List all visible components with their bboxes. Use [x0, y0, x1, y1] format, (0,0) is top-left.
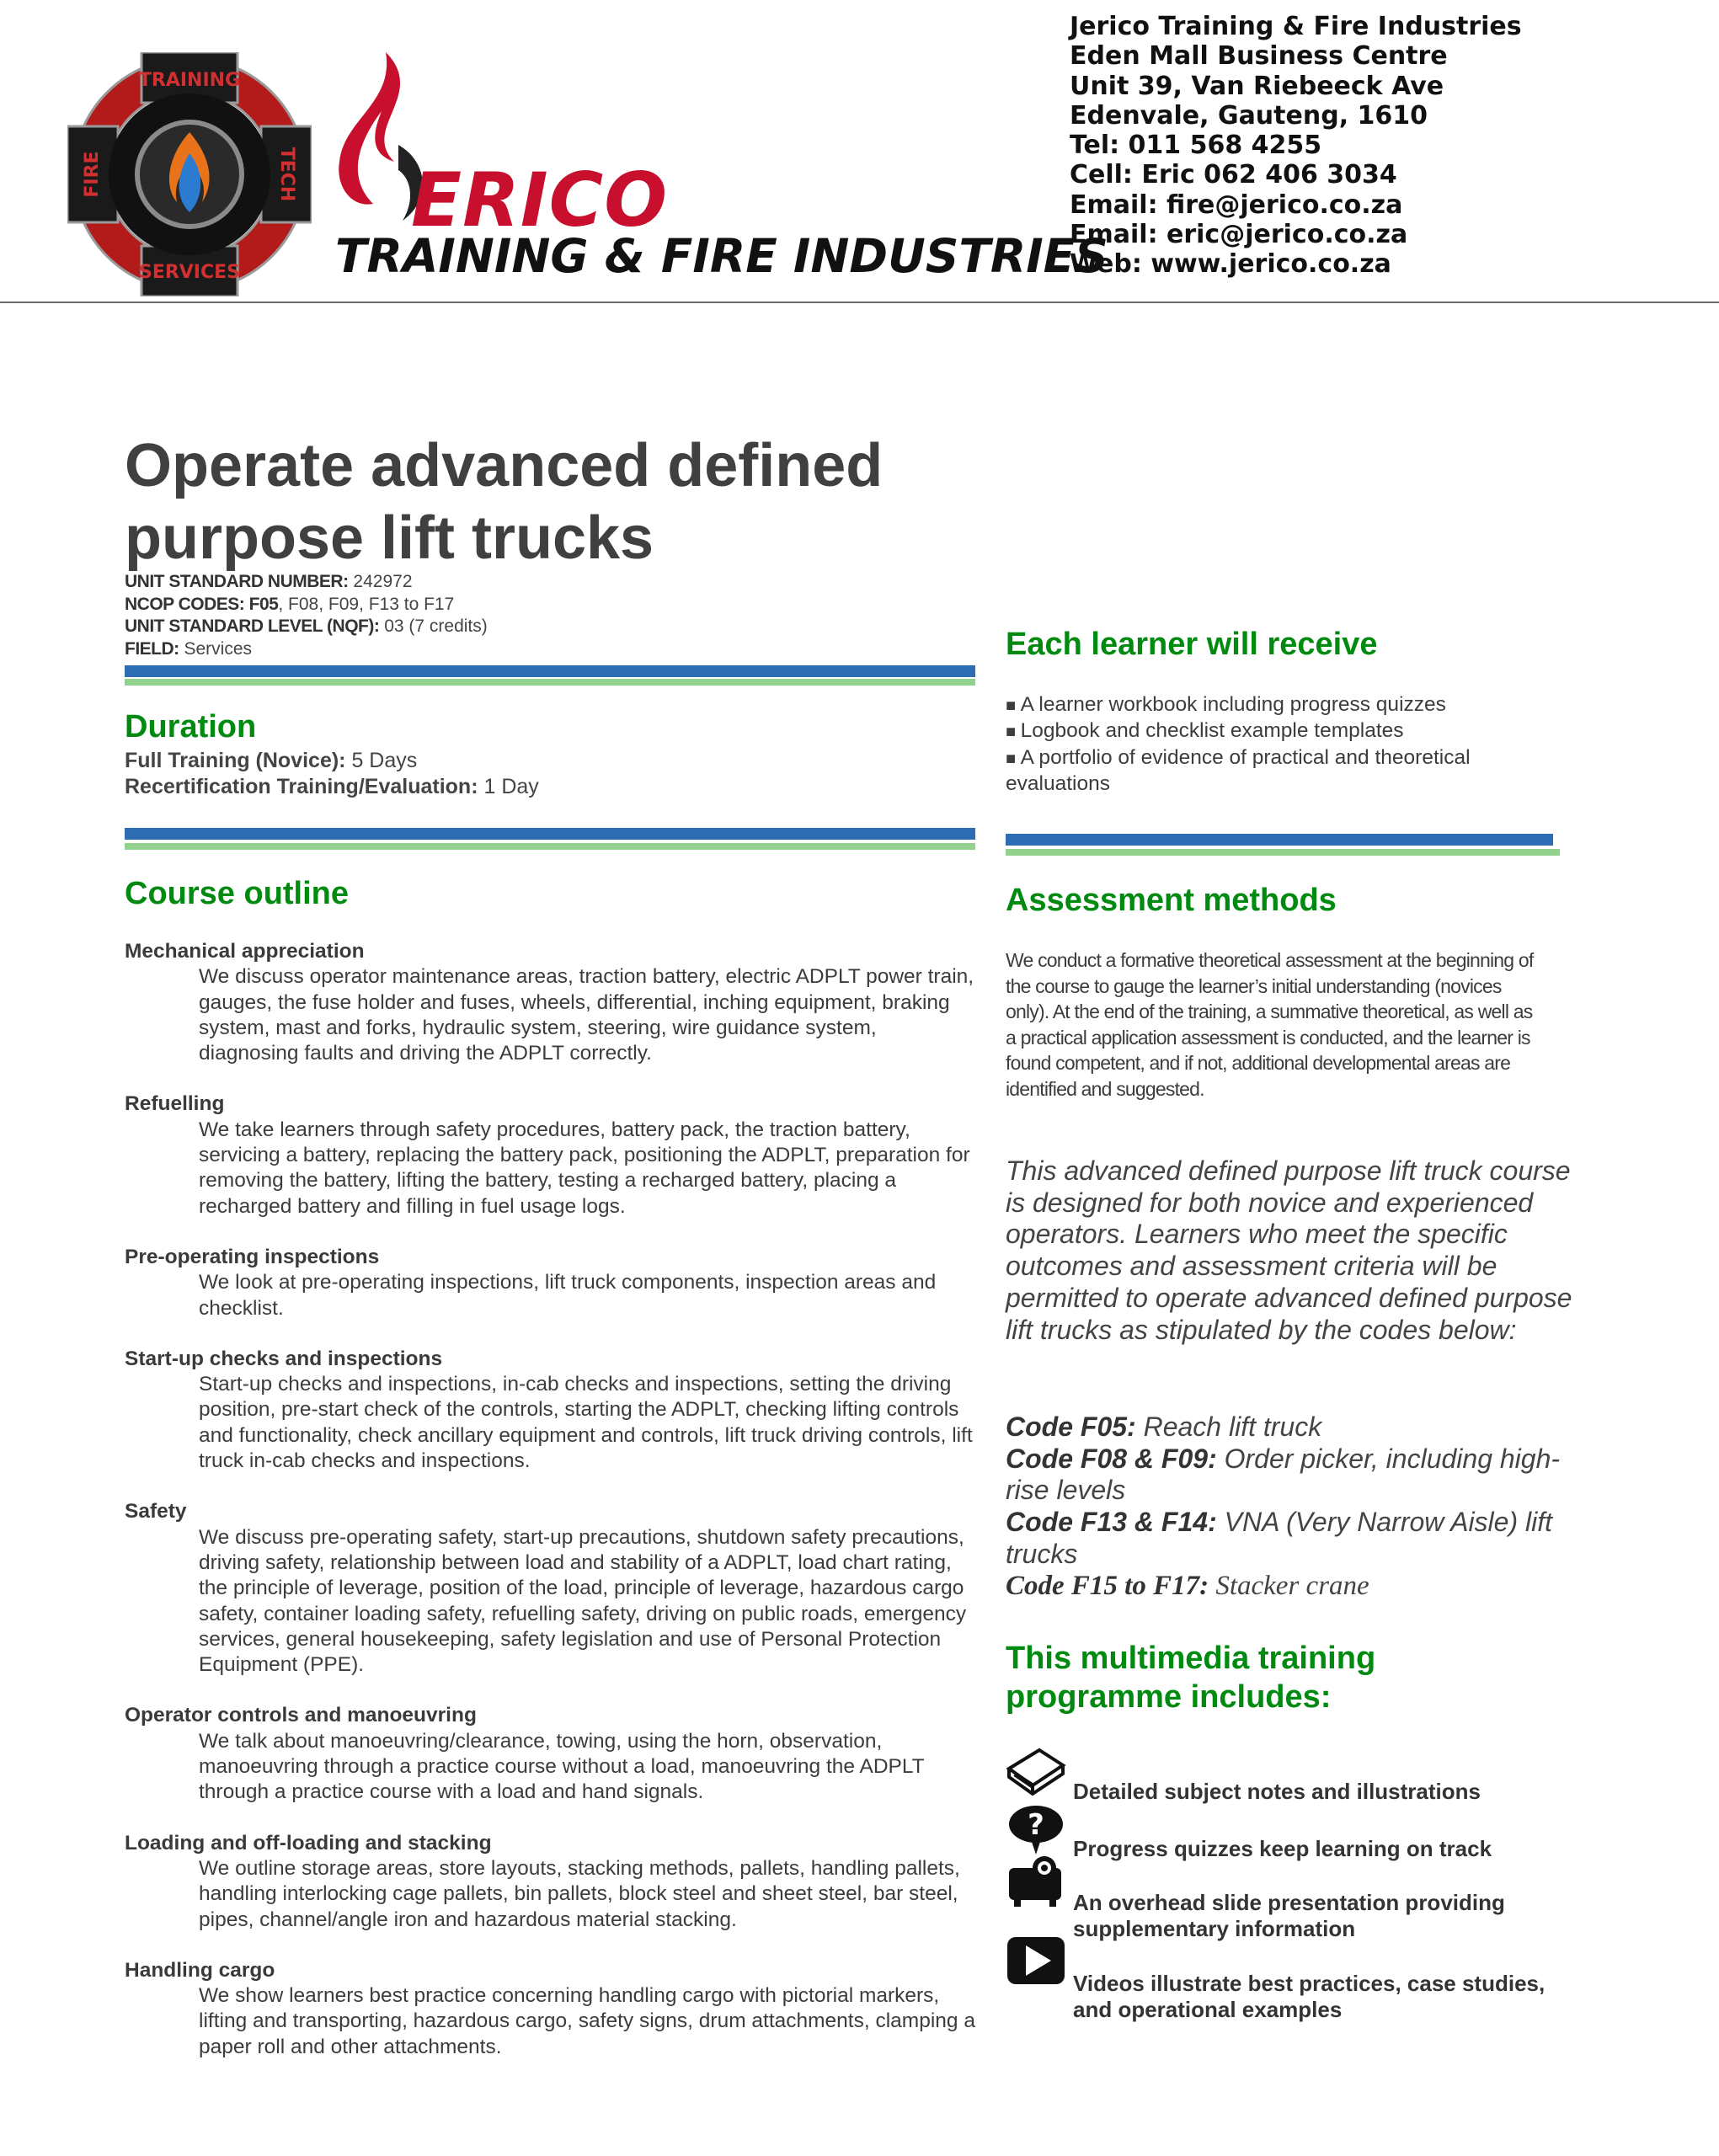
section-rule-blue — [1006, 834, 1553, 846]
duration-value: 5 Days — [345, 749, 418, 772]
section-rule-green — [1006, 849, 1560, 856]
outline-section — [125, 1831, 975, 1933]
feature-item — [1006, 1934, 1578, 2022]
meta-label: FIELD: — [125, 638, 179, 659]
code-desc: Order picker, including high-rise levels — [1006, 1443, 1561, 1506]
phone-line: Tel: 011 568 4255 — [1070, 131, 1322, 161]
outline-section-title: Start-up checks and inspections — [125, 1347, 443, 1370]
outline-section-title: Pre-operating inspections — [125, 1245, 380, 1268]
title-line-2: purpose lift trucks — [125, 504, 654, 572]
outline-section — [125, 1499, 975, 1678]
code-desc: Stacker crane — [1209, 1570, 1369, 1601]
outline-section-body: Start-up checks and inspections, in-cab checks and inspections, setting the driving position, pre-start check of the controls, starting the ADPLT, checking lifting controls and functionality, check ancillary equipment and controls, lift truck driving controls, lift truck in-cab checks and inspections. — [199, 1373, 973, 1473]
address-line: Edenvale, Gauteng, 1610 — [1070, 100, 1428, 131]
meta-value: 242972 — [348, 572, 413, 591]
code-desc: VNA (Very Narrow Aisle) lift trucks — [1006, 1507, 1552, 1569]
course-outline-heading: Course outline — [125, 876, 350, 911]
brand-tagline: TRAINING & FIRE INDUSTRIES — [335, 229, 1108, 283]
list-item: ■ Logbook and checklist example templates — [1006, 718, 1545, 744]
code-label: Code F05: — [1006, 1412, 1136, 1442]
code-label: Code F13 & F14: — [1006, 1507, 1217, 1538]
receive-heading: Each learner will receive — [1006, 627, 1378, 662]
feature-text: Progress quizzes keep learning on track — [1073, 1836, 1492, 1861]
receive-list — [1006, 692, 1545, 797]
address-line: Eden Mall Business Centre — [1070, 41, 1448, 72]
duration-label: Full Training (Novice): — [125, 749, 346, 772]
outline-section-body: We discuss operator maintenance areas, traction battery, electric ADPLT power train, gauges, the fuse holder and fuses, wheels, differential, inching equipment, braking system, mast and forks, hydraulic system, steering, wire guidance system, diagnosing faults and driving the ADPLT correctly. — [199, 965, 974, 1065]
outline-section-title: Loading and off-loading and stacking — [125, 1831, 492, 1854]
feature-text: An overhead slide presentation providing supplementary information — [1073, 1890, 1505, 1941]
code-label: Code F08 & F09: — [1006, 1443, 1217, 1474]
outline-section — [125, 1347, 975, 1474]
assessment-heading: Assessment methods — [1006, 883, 1337, 918]
code-item — [1006, 1571, 1578, 1603]
course-outline — [125, 939, 975, 2085]
duration-heading: Duration — [125, 709, 257, 744]
multimedia-heading: This multimedia training programme includes: — [1006, 1641, 1376, 1715]
list-item: ■ A learner workbook including progress quizzes — [1006, 692, 1545, 718]
outline-section-body: We talk about manoeuvring/clearance, towing, using the horn, observation, manoeuvring through a practice course without a load, manoeuvring the ADPLT through a practice course with a load and hand signals. — [199, 1729, 925, 1804]
company-name: Jerico Training & Fire Industries — [1070, 12, 1522, 41]
title-line-1: Operate advanced defined — [125, 432, 884, 499]
cell-line: Cell: Eric 062 406 3034 — [1070, 160, 1397, 190]
page-title — [125, 430, 1009, 574]
feature-item — [1006, 1743, 1578, 1802]
meta-value-bold: F05 — [244, 594, 279, 614]
feature-text: Videos illustrate best practices, case studies, and operational examples — [1073, 1971, 1545, 2022]
outline-section — [125, 1245, 975, 1321]
play-icon — [1006, 1934, 1066, 1988]
codes-intro: This advanced defined purpose lift truck course is designed for both novice and experienced operators. Learners who meet the specific outcomes and assessment criteria will be permitted to operate advanced defined purpose lift trucks as stipulated by the codes below: — [1006, 1155, 1572, 1345]
feature-text: Detailed subject notes and illustrations — [1073, 1779, 1481, 1804]
meta-label: UNIT STANDARD NUMBER: — [125, 572, 349, 591]
list-item: ■ A portfolio of evidence of practical and theoretical evaluations — [1006, 745, 1545, 798]
outline-section-body: We show learners best practice concerning handling cargo with pictorial markers, lifting and transporting, hazardous cargo, safety signs, drum attachments, clamping a paper roll and other attachments. — [199, 1984, 975, 2058]
ncop-code-list — [1006, 1412, 1578, 1602]
section-rule-blue — [125, 828, 975, 840]
outline-section-title: Handling cargo — [125, 1958, 275, 1982]
code-label: Code F15 to F17: — [1006, 1570, 1209, 1601]
projector-icon — [1006, 1856, 1066, 1910]
meta-value: , F08, F09, F13 to F17 — [278, 594, 455, 614]
email-line: Email: fire@jerico.co.za — [1070, 189, 1403, 220]
duration-details — [125, 748, 539, 800]
meta-value: 03 (7 credits) — [379, 616, 488, 636]
svg-text:?: ? — [1028, 1808, 1044, 1842]
code-item — [1006, 1444, 1578, 1507]
badge-right-text: TECH — [276, 147, 297, 202]
email-line: Email: eric@jerico.co.za — [1070, 220, 1408, 250]
header-divider — [0, 302, 1719, 303]
badge-left-text: FIRE — [82, 151, 103, 198]
outline-section-title: Operator controls and manoeuvring — [125, 1704, 477, 1727]
outline-section-body: We discuss pre-operating safety, start-up precautions, shutdown safety precautions, driving safety, relationship between load and stability of a ADPLT, load chart rating, the principle of leverage, position of the load, principle of leverage, hazardous cargo safety, container loading safety, refuelling safety, driving on public roads, emergency services, general housekeeping, safety legislation and use of Personal Protection Equipment (PPE). — [199, 1525, 967, 1677]
badge-top-text: TRAINING — [138, 70, 241, 91]
contact-block — [1070, 12, 1522, 280]
outline-section-body: We outline storage areas, store layouts, stacking methods, pallets, handling pallets, handling interlocking cage pallets, bin pallets, block steel and sheet steel, bar steel, pipes, channel/angle iron and hazardous material stacking. — [199, 1856, 960, 1931]
section-rule-green — [125, 843, 975, 850]
section-rule-green — [125, 679, 975, 686]
outline-section-title: Refuelling — [125, 1092, 225, 1116]
outline-section-title: Safety — [125, 1500, 187, 1524]
code-item — [1006, 1412, 1578, 1444]
outline-section — [125, 1958, 975, 2060]
code-desc: Reach lift truck — [1135, 1412, 1322, 1442]
address-line: Unit 39, Van Riebeeck Ave — [1070, 71, 1444, 101]
feature-item — [1006, 1802, 1578, 1861]
outline-section-body: We look at pre-operating inspections, lift truck components, inspection areas and checklist. — [199, 1271, 937, 1320]
code-item — [1006, 1507, 1578, 1570]
section-rule-blue — [125, 665, 975, 677]
web-line: Web: www.jerico.co.za — [1070, 249, 1391, 280]
meta-label: UNIT STANDARD LEVEL (NQF): — [125, 616, 380, 636]
question-bubble-icon — [1006, 1802, 1066, 1856]
meta-value: Services — [179, 638, 253, 659]
outline-section — [125, 939, 975, 1066]
book-icon — [1006, 1743, 1066, 1797]
meta-label: NCOP CODES: — [125, 594, 245, 614]
duration-label: Recertification Training/Evaluation: — [125, 775, 478, 798]
brand-name: ERICO — [411, 157, 669, 243]
fire-tech-badge-logo — [67, 52, 312, 296]
duration-value: 1 Day — [478, 775, 539, 798]
assessment-paragraph: We conduct a formative theoretical assessment at the beginning of the course to gauge the learner’s initial understanding (novices only). At the end of the training, a summative theoretical, as well as a practical application assessment is conducted, and the learner is found competent, and if not, additional developmental areas are identified and suggested. — [1006, 949, 1534, 1100]
course-meta — [125, 571, 488, 660]
outline-section — [125, 1091, 975, 1219]
feature-item — [1006, 1856, 1578, 1941]
outline-section-title: Mechanical appreciation — [125, 940, 365, 963]
outline-section — [125, 1703, 975, 1805]
outline-section-body: We take learners through safety procedures, battery pack, the traction battery, servicing a battery, replacing the battery pack, positioning the ADPLT, preparation for removing the battery, lifting the battery, testing a recharged battery, placing a recharged battery and filling in fuel usage logs. — [199, 1118, 970, 1218]
badge-bottom-text: SERVICES — [138, 262, 241, 283]
